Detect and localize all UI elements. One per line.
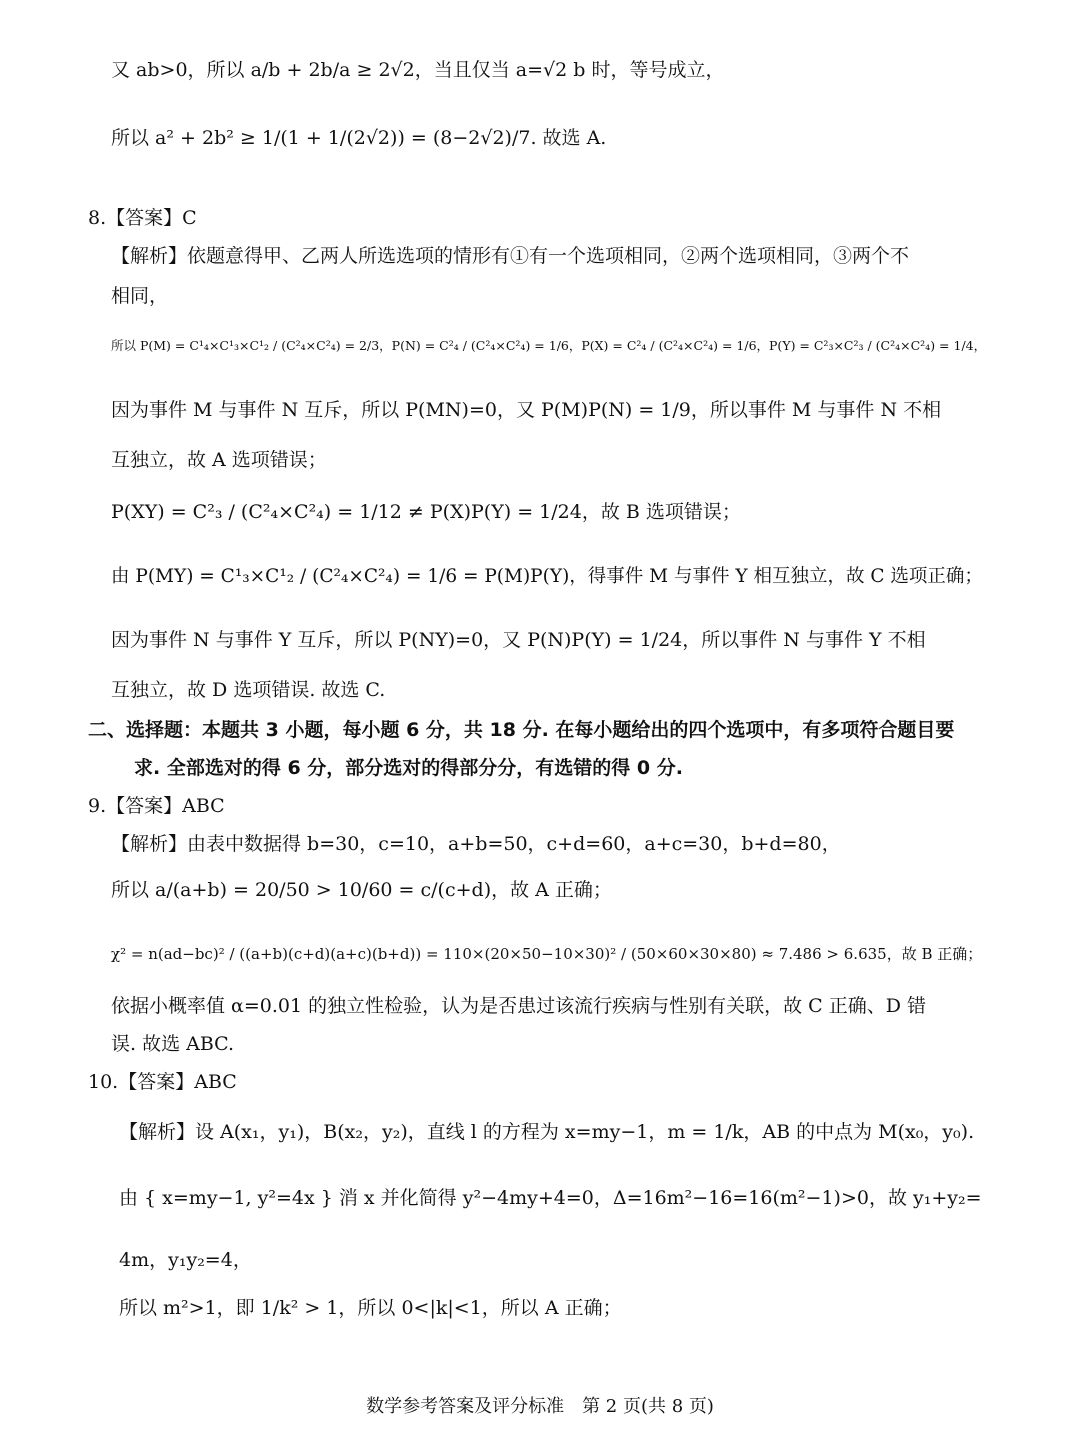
- text-line-25: 所以 m²>1，即 1/k² > 1，所以 0<|k|<1，所以 A 正确；: [119, 1297, 622, 1319]
- answer-heading-8: 8.【答案】C: [88, 207, 197, 229]
- text-line-23: 由 { x=my−1, y²=4x } 消 x 并化简得 y²−4my+4=0，Δ=16m²−16=16(m²−1)>0，故 y₁+y₂=: [119, 1187, 982, 1209]
- text-line-18: χ² = n(ad−bc)² / ((a+b)(c+d)(a+c)(b+d)) = 110×(20×50−10×30)² / (50×60×30×80) ≈ 7.486 > 6.635，故 B 正确；: [111, 945, 983, 963]
- section-heading-line-1: 二、选择题：本题共 3 小题，每小题 6 分，共 18 分. 在每小题给出的四个选项中，有多项符合题目要: [88, 719, 955, 741]
- text-line-22: 【解析】设 A(x₁，y₁)，B(x₂，y₂)，直线 l 的方程为 x=my−1，m = 1/k，AB 的中点为 M(x₀，y₀).: [119, 1121, 975, 1143]
- text-line-5: 相同，: [111, 285, 169, 307]
- answer-heading-10: 10.【答案】ABC: [88, 1071, 237, 1093]
- text-line-16: 【解析】由表中数据得 b=30，c=10，a+b=50，c+d=60，a+c=30，b+d=80，: [111, 833, 841, 855]
- page-footer: 数学参考答案及评分标准 第 2 页(共 8 页): [366, 1396, 714, 1417]
- text-line-1: 又 ab>0，所以 a/b + 2b/a ≥ 2√2，当且仅当 a=√2 b 时，等号成立，: [111, 59, 725, 81]
- text-line-2: 所以 a² + 2b² ≥ 1/(1 + 1/(2√2)) = (8−2√2)/7. 故选 A.: [111, 127, 607, 149]
- text-line-6: 所以 P(M) = C¹₄×C¹₃×C¹₂ / (C²₄×C²₄) = 2/3，P(N) = C²₄ / (C²₄×C²₄) = 1/6，P(X) = C²₄ / (C²₄×C²₄) = 1/6，P(Y) = C²₃×C²₃ / (C²₄×C²₄) = 1/4，: [111, 338, 987, 353]
- text-line-9: P(XY) = C²₃ / (C²₄×C²₄) = 1/12 ≠ P(X)P(Y) = 1/24，故 B 选项错误；: [111, 501, 741, 523]
- answer-heading-9: 9.【答案】ABC: [88, 795, 225, 817]
- text-line-20: 误. 故选 ABC.: [111, 1033, 235, 1055]
- text-line-7: 因为事件 M 与事件 N 互斥，所以 P(MN)=0，又 P(M)P(N) = 1/9，所以事件 M 与事件 N 不相: [111, 399, 942, 421]
- text-line-4: 【解析】依题意得甲、乙两人所选选项的情形有①有一个选项相同，②两个选项相同，③两个不: [111, 245, 910, 267]
- text-line-11: 因为事件 N 与事件 Y 互斥，所以 P(NY)=0，又 P(N)P(Y) = 1/24，所以事件 N 与事件 Y 不相: [111, 629, 926, 651]
- text-line-24: 4m，y₁y₂=4，: [119, 1249, 252, 1271]
- text-line-19: 依据小概率值 α=0.01 的独立性检验，认为是否患过该流行疾病与性别有关联，故 C 正确、D 错: [111, 995, 927, 1017]
- section-heading-line-2: 求. 全部选对的得 6 分，部分选对的得部分分，有选错的得 0 分.: [134, 757, 683, 779]
- text-line-17: 所以 a/(a+b) = 20/50 > 10/60 = c/(c+d)，故 A 正确；: [111, 879, 612, 901]
- text-line-12: 互独立，故 D 选项错误. 故选 C.: [111, 679, 386, 701]
- text-line-8: 互独立，故 A 选项错误；: [111, 449, 327, 471]
- text-line-10: 由 P(MY) = C¹₃×C¹₂ / (C²₄×C²₄) = 1/6 = P(M)P(Y)，得事件 M 与事件 Y 相互独立，故 C 选项正确；: [111, 566, 983, 587]
